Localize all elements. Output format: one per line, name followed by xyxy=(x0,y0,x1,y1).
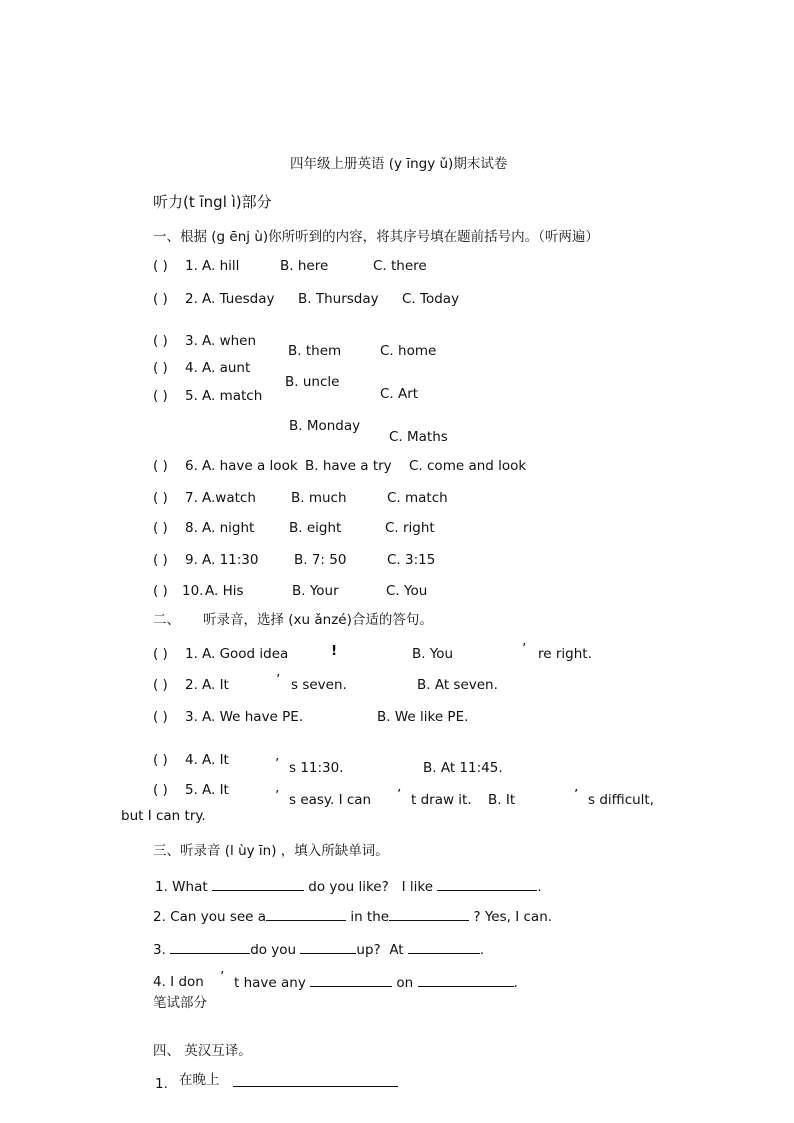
bracket: ( ) xyxy=(153,291,168,307)
text: 1. What xyxy=(155,879,208,895)
blank[interactable] xyxy=(389,908,469,921)
bracket: ( ) xyxy=(153,646,168,662)
fill-question-1 xyxy=(155,878,542,895)
punctuation: ! xyxy=(331,643,338,659)
option-b: B. We like PE. xyxy=(377,709,469,725)
option-a: A. It xyxy=(202,782,229,798)
option-a-cont: s easy. I can xyxy=(289,792,372,808)
apostrophe: ’ xyxy=(276,672,281,688)
question-number: 2. xyxy=(185,291,198,307)
text: on xyxy=(396,975,414,991)
option-b: B. At seven. xyxy=(417,677,498,693)
listening-heading: 听力(t īngl ì)部分 xyxy=(153,193,272,211)
question-number: 5. xyxy=(185,388,198,404)
option-b: B. At 11:45. xyxy=(423,760,503,776)
option-c: C. Today xyxy=(402,291,460,307)
option-c: C. Maths xyxy=(389,429,448,445)
option-b: B. eight xyxy=(289,520,342,536)
question-number: 4. xyxy=(185,360,198,376)
option-b: B. them xyxy=(288,343,342,359)
fill-question-4-a: 4. I don xyxy=(153,974,204,990)
question-number: 1. xyxy=(185,258,198,274)
blank[interactable] xyxy=(170,941,250,954)
question-number: 1. xyxy=(155,1076,168,1092)
text: . xyxy=(513,975,518,991)
option-c: C. 3:15 xyxy=(387,552,436,568)
option-b: B. Thursday xyxy=(298,291,379,307)
bracket: ( ) xyxy=(153,333,168,349)
translate-answer-line[interactable] xyxy=(233,1074,398,1091)
text: do you xyxy=(250,942,297,958)
option-b: B. Your xyxy=(292,583,339,599)
apostrophe: ’ xyxy=(397,787,402,803)
text: I like xyxy=(401,879,434,895)
text: up? xyxy=(356,942,381,958)
option-a: A. when xyxy=(202,333,257,349)
translate-item: 在晚上 xyxy=(179,1072,220,1088)
blank[interactable] xyxy=(418,974,514,987)
blank[interactable] xyxy=(233,1074,398,1087)
option-a-cont: s seven. xyxy=(291,677,347,693)
option-a-cont: s 11:30. xyxy=(289,760,344,776)
bracket: ( ) xyxy=(153,677,168,693)
option-a: A. night xyxy=(202,520,255,536)
bracket: ( ) xyxy=(153,752,168,768)
text: 2. Can you see a xyxy=(153,909,267,925)
bracket: ( ) xyxy=(153,360,168,376)
question-number: 8. xyxy=(185,520,198,536)
question-number: 10. xyxy=(182,583,204,599)
blank[interactable] xyxy=(266,908,346,921)
option-c: C. Art xyxy=(380,386,419,402)
section2-instruction: 听录音，选择 (xu ǎnzé)合适的答句。 xyxy=(203,612,433,628)
apostrophe: ’ xyxy=(275,788,280,804)
option-a: A. hill xyxy=(202,258,240,274)
fill-question-4-b xyxy=(234,974,518,991)
written-heading: 笔试部分 xyxy=(153,995,207,1011)
fill-question-2 xyxy=(153,908,552,925)
question-number: 4. xyxy=(185,752,198,768)
question-number: 9. xyxy=(185,552,198,568)
bracket: ( ) xyxy=(153,388,168,404)
option-c: C. right xyxy=(385,520,435,536)
apostrophe: ’ xyxy=(220,969,225,985)
section4-instruction: 四、 英汉互译。 xyxy=(153,1043,252,1059)
section1-instruction: 一、根据 (g ēnj ù)你所听到的内容，将其序号填在题前括号内。（听两遍） xyxy=(153,229,599,245)
text: 3. xyxy=(153,942,166,958)
option-b: B. Monday xyxy=(289,418,361,434)
question-number: 3. xyxy=(185,709,198,725)
question-number: 6. xyxy=(185,458,198,474)
option-a: A. have a look xyxy=(202,458,298,474)
option-c: C. You xyxy=(386,583,428,599)
option-b-cont: re right. xyxy=(538,646,592,662)
bracket: ( ) xyxy=(153,490,168,506)
option-a: A.watch xyxy=(202,490,256,506)
option-a: A. It xyxy=(202,677,229,693)
blank[interactable] xyxy=(300,941,356,954)
option-b-continuation: but I can try. xyxy=(121,808,206,824)
option-a: A. aunt xyxy=(202,360,251,376)
apostrophe: ’ xyxy=(275,756,280,772)
option-a-cont: t draw it. xyxy=(411,792,472,808)
text: t have any xyxy=(234,975,306,991)
bracket: ( ) xyxy=(153,520,168,536)
page-title: 四年级上册英语 (y īngy ǔ)期末试卷 xyxy=(290,156,508,172)
text: in the xyxy=(350,909,390,925)
question-number: 2. xyxy=(185,677,198,693)
section3-instruction: 三、听录音 (l ùy īn) ，填入所缺单词。 xyxy=(153,843,389,859)
option-c: C. match xyxy=(387,490,448,506)
option-c: C. come and look xyxy=(409,458,527,474)
bracket: ( ) xyxy=(153,782,168,798)
fill-question-3 xyxy=(153,941,484,958)
option-a: A. Tuesday xyxy=(202,291,275,307)
bracket: ( ) xyxy=(153,552,168,568)
bracket: ( ) xyxy=(153,258,168,274)
option-b: B. uncle xyxy=(285,374,340,390)
question-number: 1. xyxy=(185,646,198,662)
option-a: A. 11:30 xyxy=(202,552,259,568)
blank[interactable] xyxy=(310,974,392,987)
option-b-cont: s difficult, xyxy=(588,792,655,808)
bracket: ( ) xyxy=(153,709,168,725)
option-a: A. His xyxy=(205,583,244,599)
option-c: C. home xyxy=(380,343,437,359)
option-b: B. here xyxy=(280,258,329,274)
option-a: A. We have PE. xyxy=(202,709,304,725)
option-c: C. there xyxy=(373,258,427,274)
question-number: 7. xyxy=(185,490,198,506)
apostrophe: ’ xyxy=(574,787,579,803)
option-b: B. It xyxy=(488,792,516,808)
text: At xyxy=(389,942,404,958)
text: . xyxy=(479,942,485,958)
option-b: B. 7: 50 xyxy=(294,552,347,568)
text: . xyxy=(537,879,542,895)
option-a: A. It xyxy=(202,752,229,768)
blank[interactable] xyxy=(212,878,304,891)
question-number: 5. xyxy=(185,782,198,798)
option-a: A. Good idea xyxy=(202,646,289,662)
option-b: B. You xyxy=(412,646,454,662)
option-b: B. have a try xyxy=(305,458,392,474)
bracket: ( ) xyxy=(153,583,168,599)
question-number: 3. xyxy=(185,333,198,349)
bracket: ( ) xyxy=(153,458,168,474)
section2-label: 二、 xyxy=(153,612,180,628)
option-b: B. much xyxy=(291,490,347,506)
apostrophe: ’ xyxy=(522,641,527,657)
option-a: A. match xyxy=(202,388,263,404)
text: do you like? xyxy=(308,879,389,895)
blank[interactable] xyxy=(437,878,537,891)
blank[interactable] xyxy=(408,941,480,954)
text: ? Yes, I can. xyxy=(473,909,553,925)
